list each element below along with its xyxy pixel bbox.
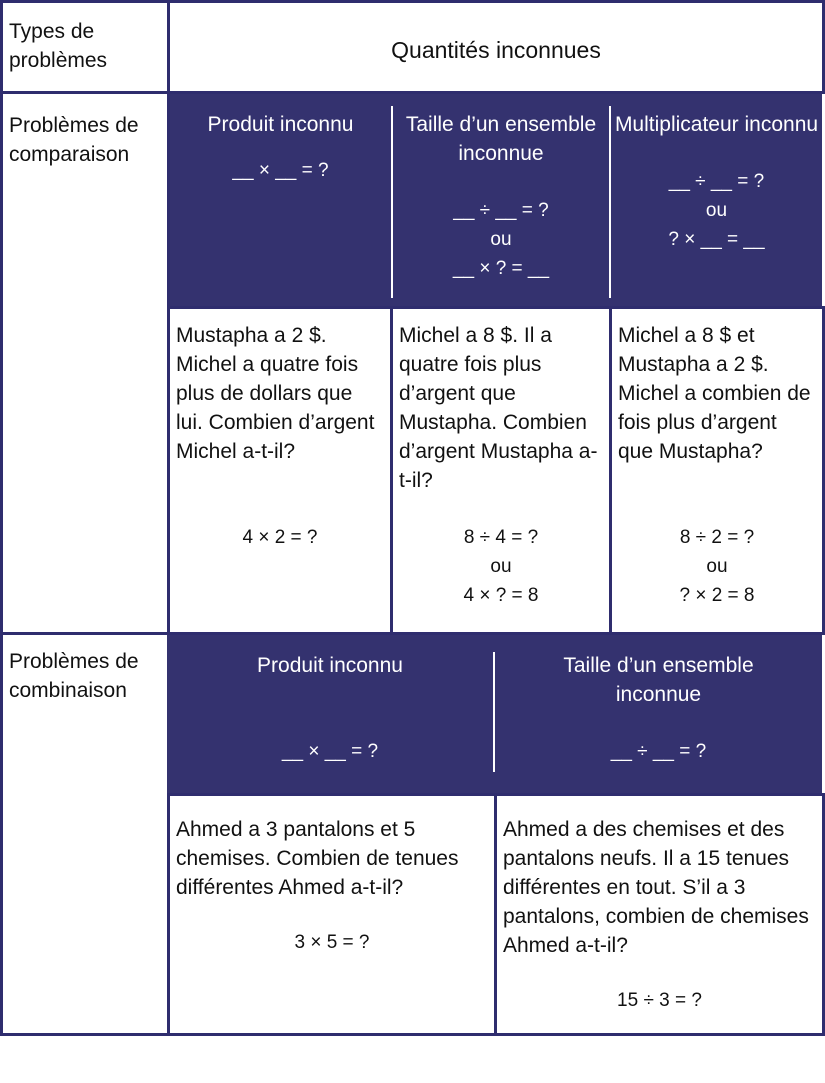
combination-col1-title: Produit inconnu	[257, 654, 403, 677]
comparison-col3-equation-or: ou	[706, 556, 728, 577]
combination-col2-equation: 15 ÷ 3 = ?	[617, 990, 702, 1011]
comparison-col2-equation-1: 8 ÷ 4 = ?	[463, 527, 539, 548]
comparison-row-label: Problèmes de comparaison	[9, 114, 139, 166]
combination-col1-formula: __ × __ = ?	[281, 741, 379, 762]
types-header-cell	[0, 0, 170, 94]
combination-col1-problem: Ahmed a 3 pantalons et 5 chemises. Combien de tenues différentes Ahmed a-t-il?	[176, 818, 459, 899]
combination-col2-problem: Ahmed a des chemises et des pantalons neufs. Il a 15 tenues différentes en tout. S’il a 3 pantalons, combien de chemises Ahmed a-t-il?	[503, 818, 809, 957]
combination-col2-title: Taille d’un ensemble inconnue	[563, 654, 754, 706]
combination-col1-equation: 3 × 5 = ?	[294, 932, 370, 953]
comparison-col3-formula-2: ? × __ = __	[668, 229, 765, 250]
comparison-col3-problem: Michel a 8 $ et Mustapha a 2 $. Michel a combien de fois plus d’argent que Mustapha?	[618, 324, 811, 463]
comparison-col2-equation-or: ou	[490, 556, 512, 577]
combination-row-label: Problèmes de combinaison	[9, 650, 139, 702]
comparison-row-label-cell	[0, 91, 170, 635]
comparison-col2-formula-1: __ ÷ __ = ?	[453, 200, 549, 221]
combination-col2-formula: __ ÷ __ = ?	[610, 741, 707, 762]
comparison-col2-equation-2: 4 × ? = 8	[463, 585, 539, 606]
comparison-col3-equation-1: 8 ÷ 2 = ?	[679, 527, 755, 548]
comparison-col2-problem-cell	[390, 306, 612, 635]
combination-row-label-cell	[0, 632, 170, 1036]
comparison-col1-header	[170, 110, 391, 185]
comparison-col2-problem: Michel a 8 $. Il a quatre fois plus d’argent que Mustapha. Combien d’argent Mustapha a-t-il?	[399, 324, 598, 492]
types-label: Types de problèmes	[9, 20, 108, 72]
comparison-col3-formula-1: __ ÷ __ = ?	[668, 171, 765, 192]
comparison-col2-formula-2: __ × ? = __	[452, 258, 550, 279]
page-title: Quantités inconnues	[391, 37, 601, 63]
comparison-col1-title: Produit inconnu	[207, 113, 354, 136]
comparison-col2-title: Taille d’un ensemble inconnue	[405, 113, 597, 165]
comparison-col2-or: ou	[490, 229, 512, 250]
quantities-header-cell	[167, 0, 825, 94]
comparison-col1-formula: __ × __ = ?	[232, 160, 329, 181]
comparison-col1-equation: 4 × 2 = ?	[242, 527, 318, 548]
comparison-col3-header	[611, 110, 822, 254]
combination-col1-header	[167, 651, 493, 766]
comparison-col3-or: ou	[705, 200, 728, 221]
combination-col1-problem-cell	[167, 793, 497, 1036]
comparison-col3-problem-cell	[609, 306, 825, 635]
comparison-col1-problem-cell	[167, 306, 393, 635]
comparison-col1-problem: Mustapha a 2 $. Michel a quatre fois plus de dollars que lui. Combien d’argent Michel a-t-il?	[176, 324, 375, 463]
combination-col2-header	[495, 651, 822, 766]
combination-col2-problem-cell	[494, 793, 825, 1036]
comparison-col3-title: Multiplicateur inconnu	[614, 113, 819, 136]
comparison-col3-equation-2: ? × 2 = 8	[679, 585, 755, 606]
comparison-col2-header	[393, 110, 609, 283]
